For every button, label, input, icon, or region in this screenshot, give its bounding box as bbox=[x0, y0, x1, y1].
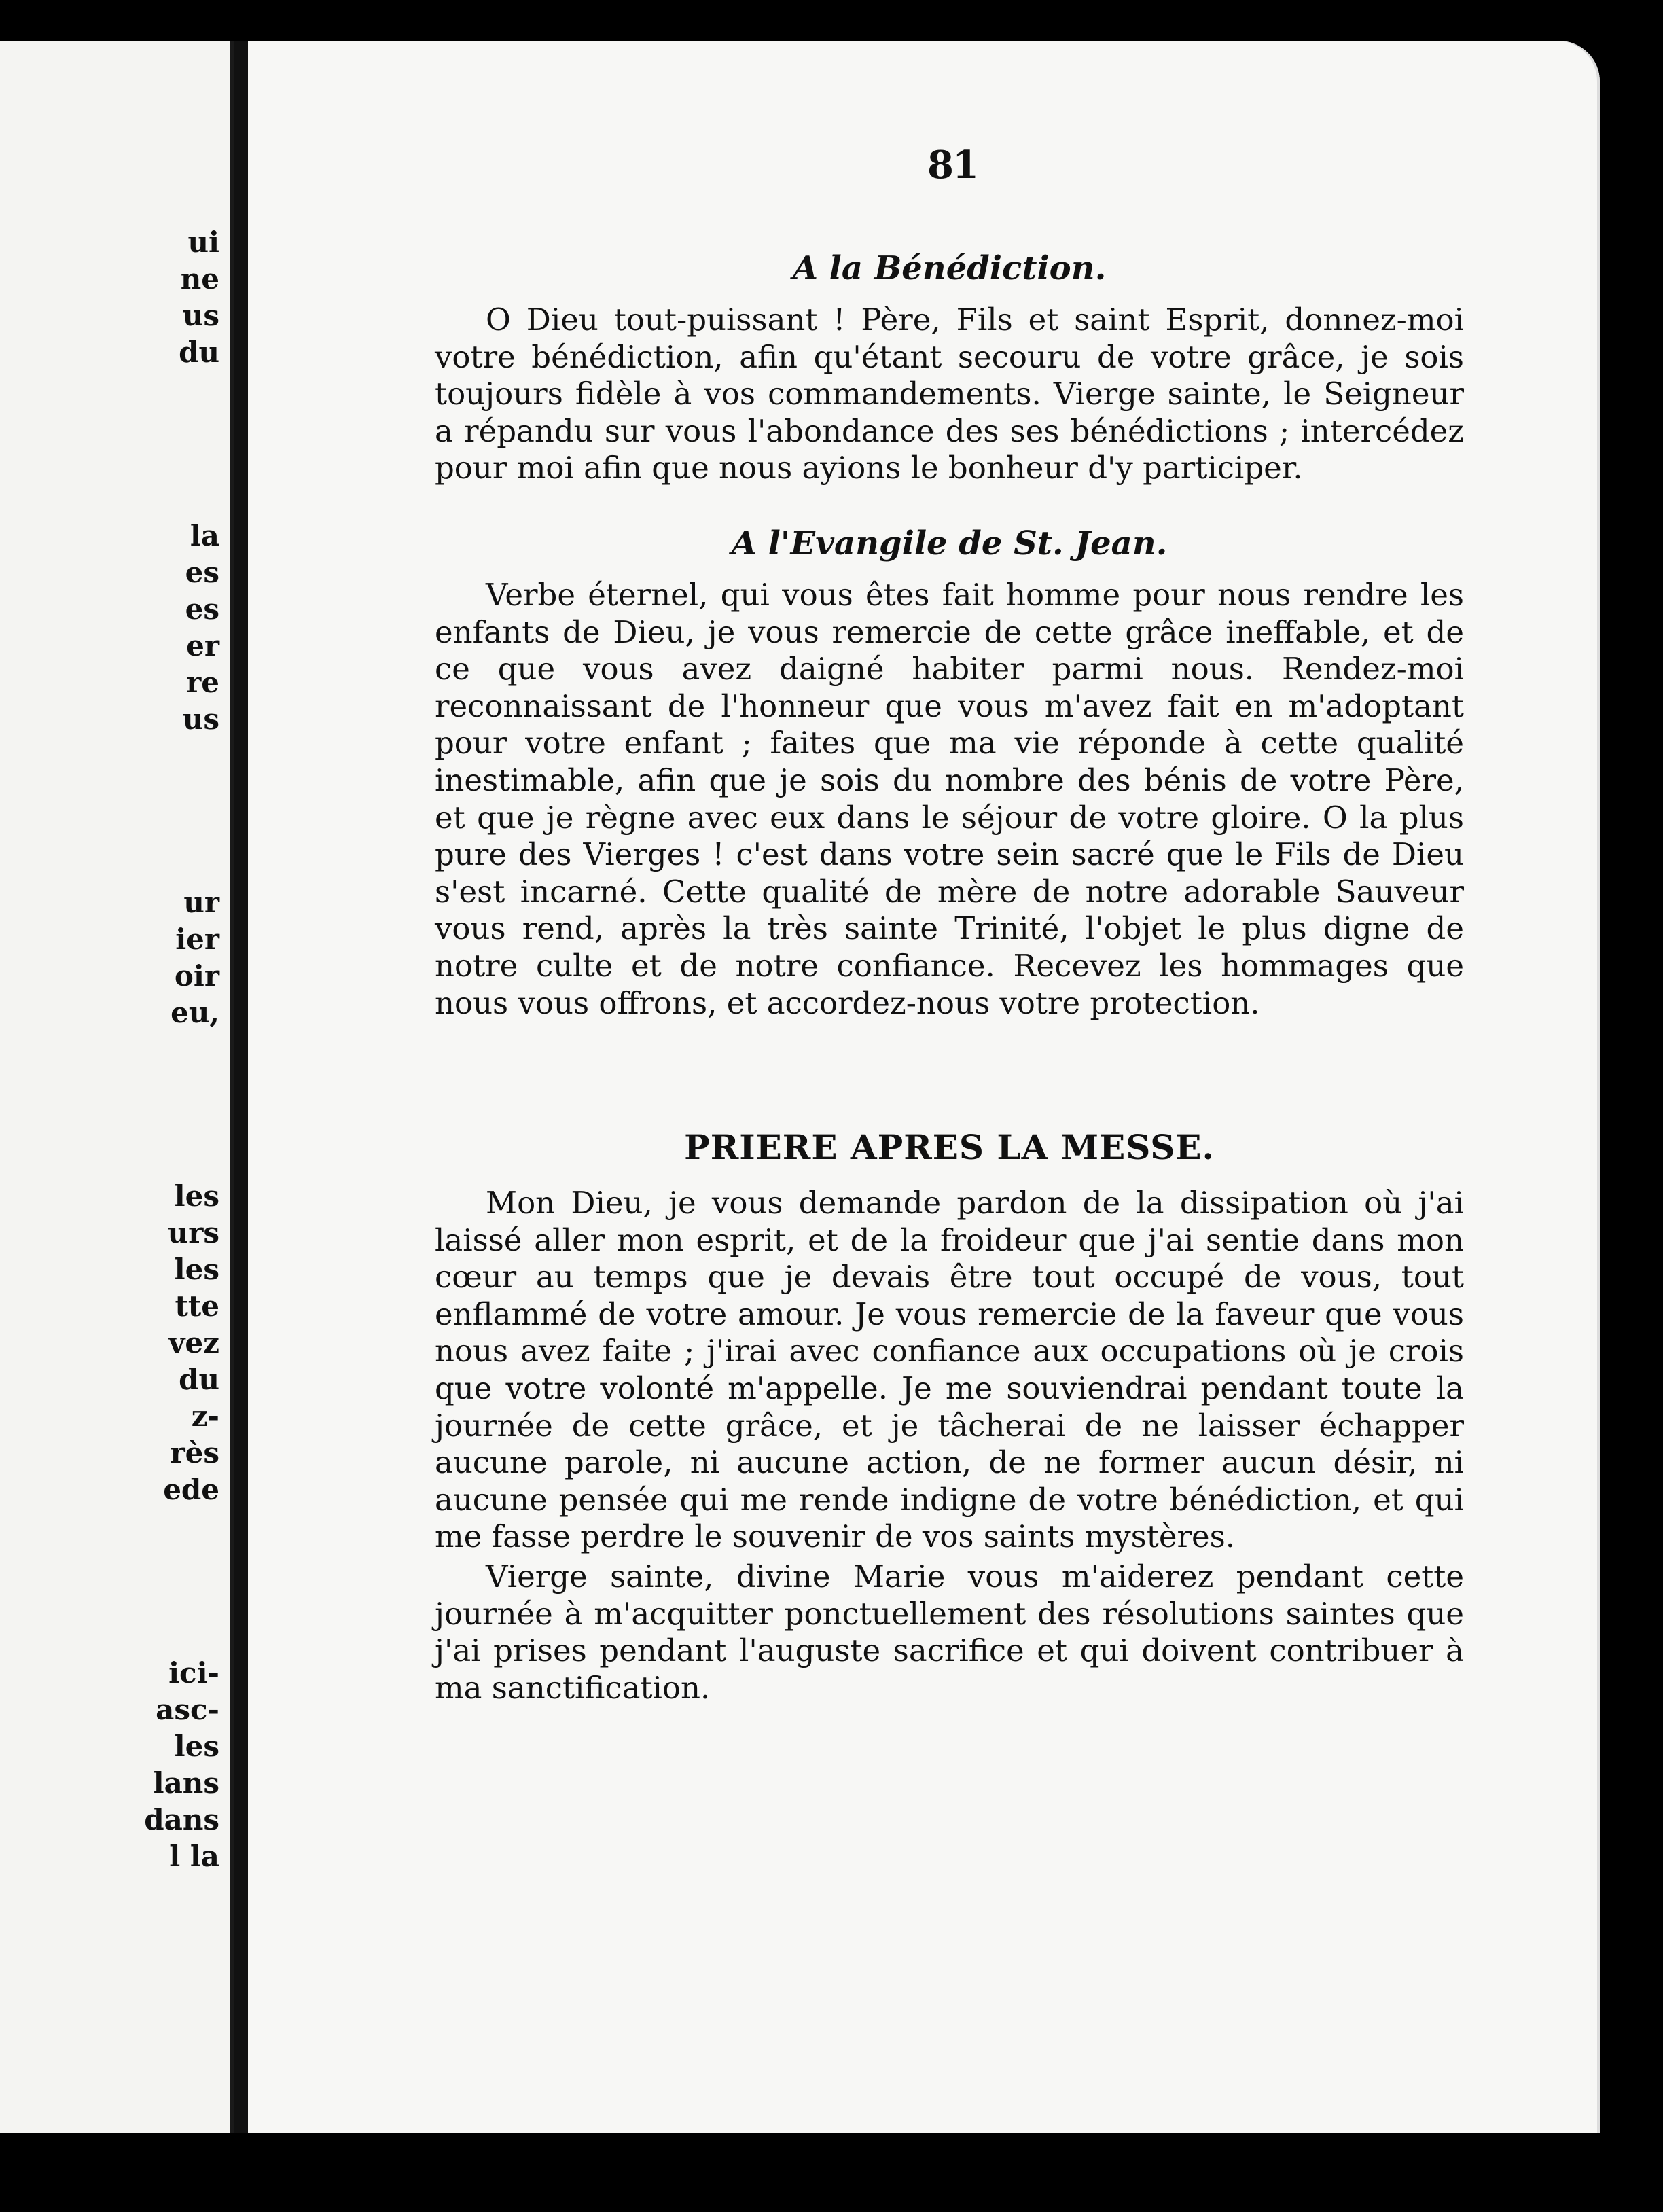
left-page-line bbox=[144, 371, 219, 408]
left-page-line-fragments bbox=[144, 224, 219, 1875]
left-page-line: du bbox=[179, 336, 219, 369]
left-page-line bbox=[144, 1031, 219, 1068]
left-page-line bbox=[144, 444, 219, 481]
left-page-line: ur bbox=[183, 886, 219, 919]
left-page-line: vez bbox=[168, 1326, 219, 1359]
left-page-line: eu, bbox=[171, 996, 219, 1029]
left-page-line: oir bbox=[174, 959, 219, 993]
left-page-line bbox=[144, 1582, 219, 1618]
left-page-line: ui bbox=[187, 226, 219, 259]
left-page-line: ici- bbox=[168, 1656, 219, 1690]
paragraph-priere-2: Vierge sainte, divine Marie vous m'aiderez pendant cette journée à m'acquitter ponctuellement des résolutions saintes que j'ai prises pendant l'auguste sacrifice et qui doivent contribuer à ma sanctification. bbox=[435, 1558, 1464, 1706]
left-page-line bbox=[144, 738, 219, 774]
left-page-line: les bbox=[174, 1179, 219, 1213]
heading-benediction: A la Bénédiction. bbox=[792, 249, 1107, 287]
left-page-line: les bbox=[174, 1253, 219, 1286]
heading-priere-apres-la-messe: PRIERE APRES LA MESSE. bbox=[684, 1127, 1215, 1168]
page-content bbox=[435, 245, 1464, 1739]
left-page-line bbox=[144, 1068, 219, 1105]
left-page-line bbox=[144, 774, 219, 811]
left-page-line: re bbox=[186, 666, 219, 699]
left-page-line: ne bbox=[180, 262, 219, 296]
left-page-line: lans bbox=[153, 1766, 219, 1800]
left-page-line: tte bbox=[175, 1289, 219, 1323]
left-page-line bbox=[144, 1141, 219, 1178]
left-page-line: du bbox=[179, 1363, 219, 1396]
paragraph-priere-1: Mon Dieu, je vous demande pardon de la dissipation où j'ai laissé aller mon esprit, et de la froideur que j'ai sentie dans mon cœur au temps que je devais être tout occupé de vous, tout enflammé de votre amour. Je vous remercie de la faveur que vous nous avez faite ; j'irai avec confiance aux occupations où je crois que votre volonté m'appelle. Je me souviendrai pendant toute la journée de cette grâce, et je tâcherai de ne laisser échapper aucune parole, ni aucune action, de ne former aucun désir, ni aucune pensée qui me rende indigne de votre bénédiction, et qui me fasse perdre le souvenir de vos saints mystères. bbox=[435, 1185, 1464, 1555]
left-page-line: us bbox=[182, 299, 219, 332]
main-page bbox=[248, 41, 1600, 2133]
left-page-line: la bbox=[190, 519, 219, 552]
left-page-line bbox=[144, 1618, 219, 1655]
heading-evangile: A l'Evangile de St. Jean. bbox=[731, 524, 1168, 563]
left-page-line bbox=[144, 1508, 219, 1545]
left-page-fragment bbox=[0, 41, 234, 2133]
paragraph-evangile: Verbe éternel, qui vous êtes fait homme pour nous rendre les enfants de Dieu, je vous remercie de cette grâce ineffable, et de ce que vous avez daigné habiter parmi nous. Rendez-moi reconnaissant de l'honneur que vous m'avez fait en m'adoptant pour votre enfant ; faites que ma vie réponde à cette qualité inestimable, afin que je sois du nombre des bénis de votre Père, et que je règne avec eux dans le séjour de votre gloire. O la plus pure des Vierges ! c'est dans votre sein sacré que le Fils de Dieu s'est incarné. Cette qualité de mère de notre adorable Sauveur vous rend, après la très sainte Trinité, l'objet le plus digne de notre culte et de notre confiance. Recevez les hommages que nous vous offrons, et accordez-nous votre protection. bbox=[435, 576, 1464, 1021]
left-page-line bbox=[144, 1545, 219, 1582]
left-page-line: rès bbox=[170, 1436, 219, 1469]
left-page-line: us bbox=[182, 702, 219, 736]
left-page-line bbox=[144, 1105, 219, 1141]
book-gutter bbox=[234, 41, 248, 2133]
left-page-line: l la bbox=[169, 1840, 219, 1873]
left-page-line bbox=[144, 481, 219, 518]
left-page-line bbox=[144, 408, 219, 444]
paragraph-benediction: O Dieu tout-puissant ! Père, Fils et saint Esprit, donnez-moi votre bénédiction, afin qu'étant secouru de votre grâce, je sois toujours fidèle à vos commandements. Vierge sainte, le Seigneur a répandu sur vous l'abondance des ses bénédictions ; intercédez pour moi afin que nous ayions le bonheur d'y participer. bbox=[435, 302, 1464, 486]
left-page-line: ier bbox=[175, 923, 219, 956]
left-page-line: dans bbox=[144, 1803, 219, 1836]
page-number: 81 bbox=[927, 143, 978, 188]
left-page-line: er bbox=[186, 629, 219, 662]
left-page-line: es bbox=[185, 592, 219, 626]
left-page-line: ede bbox=[163, 1473, 219, 1506]
left-page-line bbox=[144, 848, 219, 885]
left-page-line bbox=[144, 811, 219, 848]
left-page-line: urs bbox=[167, 1216, 219, 1249]
left-page-line: asc- bbox=[156, 1693, 219, 1726]
left-page-line: es bbox=[185, 556, 219, 589]
left-page-line: z- bbox=[191, 1399, 219, 1433]
left-page-line: les bbox=[174, 1730, 219, 1763]
